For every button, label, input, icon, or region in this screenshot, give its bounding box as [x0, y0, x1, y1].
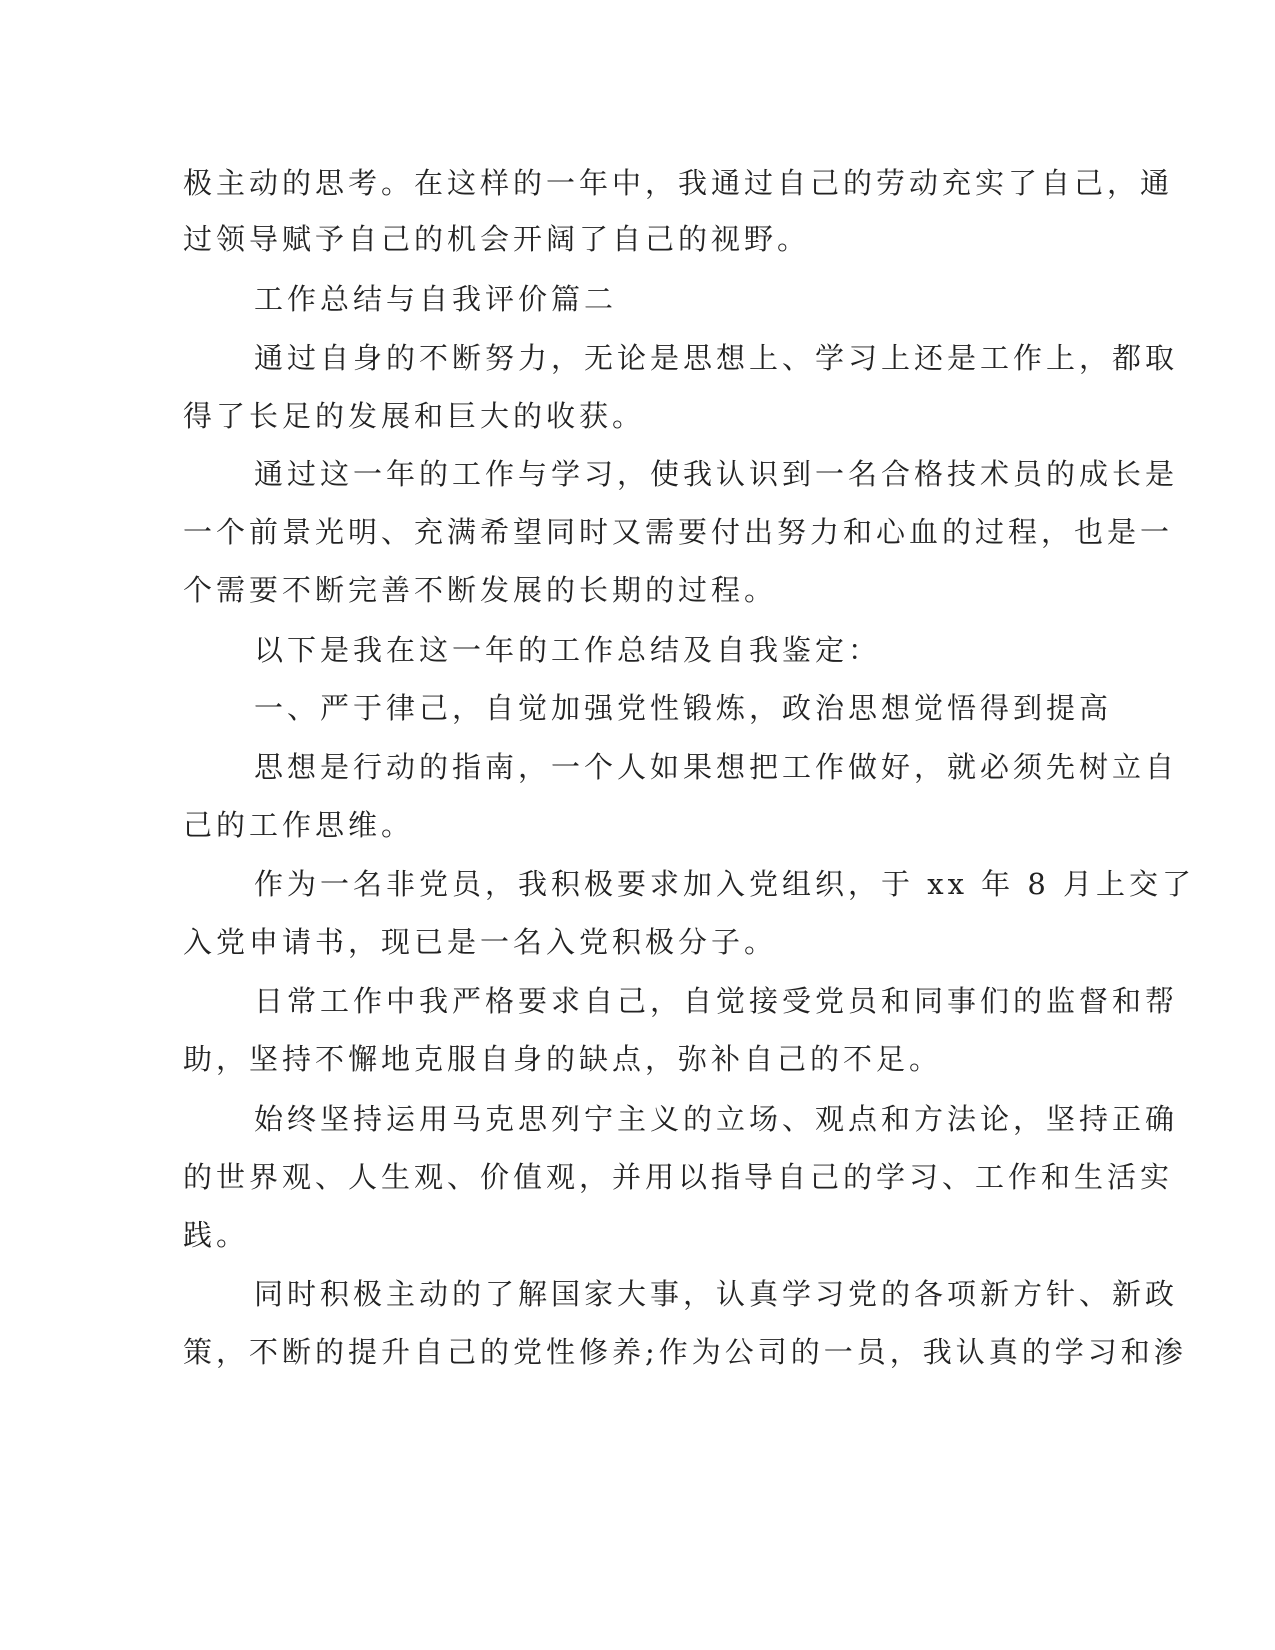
- paragraph-first-line: 日常工作中我严格要求自己，自觉接受党员和同事们的监督和帮: [254, 984, 1179, 1018]
- paragraph-first-line: 通过这一年的工作与学习，使我认识到一名合格技术员的成长是: [254, 457, 1179, 491]
- paragraph-first-line: 始终坚持运用马克思列宁主义的立场、观点和方法论，坚持正确: [254, 1102, 1179, 1136]
- section-heading: 工作总结与自我评价篇二: [254, 282, 618, 316]
- text-line: 策，不断的提升自己的党性修养;作为公司的一员，我认真的学习和渗: [183, 1335, 1187, 1369]
- text-line: 得了长足的发展和巨大的收获。: [183, 399, 646, 433]
- text-line: 一个前景光明、充满希望同时又需要付出努力和心血的过程，也是一: [183, 515, 1174, 549]
- text-line: 的世界观、人生观、价值观，并用以指导自己的学习、工作和生活实: [183, 1160, 1174, 1194]
- paragraph-first-line: 同时积极主动的了解国家大事，认真学习党的各项新方针、新政: [254, 1277, 1179, 1311]
- text-line: 践。: [183, 1218, 250, 1252]
- paragraph-first-line: 作为一名非党员，我积极要求加入党组织，于 xx 年 8 月上交了: [254, 867, 1196, 901]
- subsection-heading: 一、严于律己，自觉加强党性锻炼，政治思想觉悟得到提高: [254, 691, 1113, 725]
- paragraph-first-line: 以下是我在这一年的工作总结及自我鉴定：: [254, 633, 882, 667]
- text-line: 个需要不断完善不断发展的长期的过程。: [183, 573, 778, 607]
- paragraph-first-line: 思想是行动的指南，一个人如果想把工作做好，就必须先树立自: [254, 750, 1179, 784]
- text-line: 助，坚持不懈地克服自身的缺点，弥补自己的不足。: [183, 1042, 943, 1076]
- text-line: 过领导赋予自己的机会开阔了自己的视野。: [183, 222, 811, 256]
- text-line: 己的工作思维。: [183, 808, 415, 842]
- paragraph-first-line: 通过自身的不断努力，无论是思想上、学习上还是工作上，都取: [254, 341, 1179, 375]
- text-line: 极主动的思考。在这样的一年中，我通过自己的劳动充实了自己，通: [183, 166, 1174, 200]
- text-line: 入党申请书，现已是一名入党积极分子。: [183, 925, 778, 959]
